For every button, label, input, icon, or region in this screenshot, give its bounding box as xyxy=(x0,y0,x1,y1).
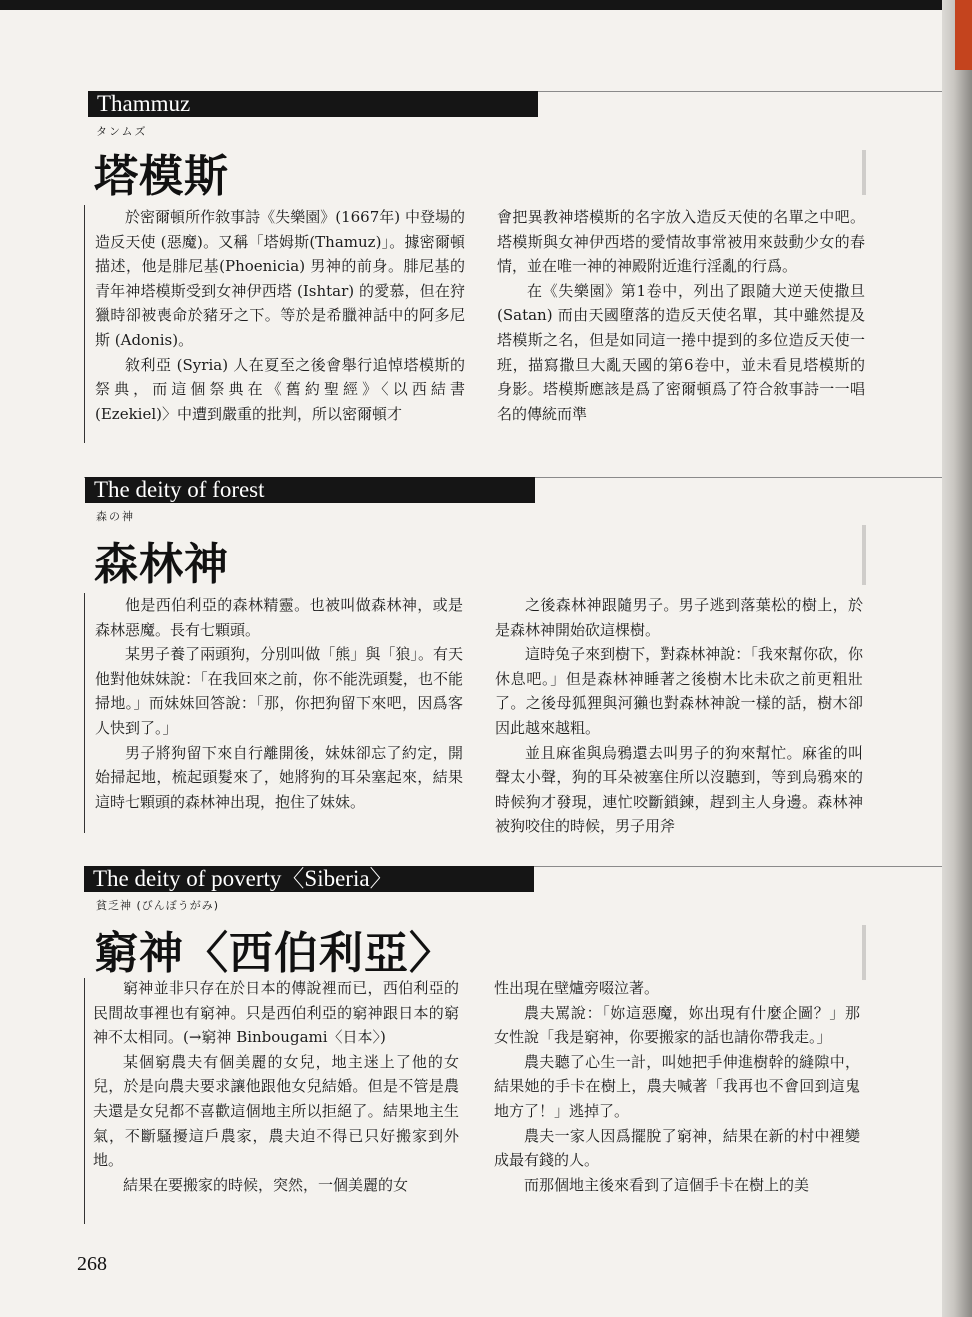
paragraph: 於密爾頓所作敘事詩《失樂園》(1667年) 中登場的造反天使 (惡魔)。又稱「塔姆斯(Thamuz)」。據密爾頓描述，他是腓尼基(Phoenicia) 男神的前身。腓尼基的青年神塔模斯受到女神伊西塔 (Ishtar) 的愛慕，但在狩獵時卻被喪命於豬牙之下。等於是希臘神話中的阿多尼斯 (Adonis)。 xyxy=(95,208,465,349)
entry-banner: Thammuz xyxy=(88,91,538,117)
paragraph: 農夫一家人因爲擺脫了窮神，結果在新的村中裡變成最有錢的人。 xyxy=(494,1126,860,1170)
paragraph: 他是西伯利亞的森林精靈。也被叫做森林神，或是森林惡魔。長有七顆頭。 xyxy=(95,596,463,639)
paragraph: 在《失樂園》第1卷中，列出了跟隨大逆天使撒旦 (Satan) 而由天國墮落的造反天使名單，其中雖然提及塔模斯之名，但是如同這一捲中提到的多位造反天使一班，描寫撒旦大亂天國的第6卷中，並未看見塔模斯的身影。塔模斯應該是爲了密爾頓爲了符合敘事詩一一唱名的傳統而準 xyxy=(497,281,865,423)
paragraph: 窮神並非只存在於日本的傳說裡而已，西伯利亞的民間故事裡也有窮神。只是西伯利亞的窮神跟日本的窮神不太相同。(→窮神 Binbougami〈日本〉) xyxy=(93,979,459,1047)
paragraph: 某個窮農夫有個美麗的女兒，地主迷上了他的女兒，於是向農夫要求讓他跟他女兒結婚。但是不管是農夫還是女兒都不喜歡這個地主所以拒絕了。結果地主生氣，不斷騷擾這戶農家，農夫迫不得已只好搬家到外地。 xyxy=(93,1052,459,1170)
entry-reading: 貧乏神 (びんぼうがみ) xyxy=(96,899,220,912)
column-rule xyxy=(84,978,85,1224)
right-column xyxy=(494,976,860,1197)
entry-banner: The deity of forest xyxy=(85,477,535,503)
entry-reading: タンムズ xyxy=(96,125,148,138)
paragraph: 並且麻雀與烏鴉還去叫男子的狗來幫忙。麻雀的叫聲太小聲，狗的耳朵被塞住所以沒聽到，等到烏鴉來的時候狗才發現，連忙咬斷鎖鍊，趕到主人身邊。森林神被狗咬住的時候，男子用斧 xyxy=(495,743,863,836)
column-rule xyxy=(84,593,85,833)
paragraph: 而那個地主後來看到了這個手卡在樹上的美 xyxy=(524,1175,810,1194)
bleed-through-mark xyxy=(862,525,866,585)
column-rule xyxy=(84,205,85,443)
entry-title: 窮神〈西伯利亞〉 xyxy=(94,928,454,979)
book-edge-red xyxy=(955,0,972,70)
page-number: 268 xyxy=(77,1253,107,1275)
paragraph: 敘利亞 (Syria) 人在夏至之後會舉行追悼塔模斯的祭典，而這個祭典在《舊約聖經》〈以西結書 (Ezekiel)〉中遭到嚴重的批判，所以密爾頓才 xyxy=(95,355,465,423)
left-column xyxy=(95,593,463,814)
entry-title: 塔模斯 xyxy=(94,151,229,202)
paragraph: 之後森林神跟隨男子。男子逃到落葉松的樹上，於是森林神開始砍這棵樹。 xyxy=(495,596,863,639)
paragraph: 農夫罵說：「妳這惡魔，妳出現有什麼企圖？」那女性說「我是窮神，你要搬家的話也請你帶我走。」 xyxy=(494,1003,860,1047)
entry-banner: The deity of poverty〈Siberia〉 xyxy=(84,866,534,892)
left-column xyxy=(93,976,459,1197)
bleed-through-mark xyxy=(862,150,866,195)
book-spine-shadow xyxy=(942,0,972,1317)
paragraph: 農夫聽了心生一計，叫她把手伸進樹幹的縫隙中，結果她的手卡在樹上，農夫喊著「我再也不會回到這鬼地方了！」逃掉了。 xyxy=(494,1052,860,1120)
paragraph: 結果在要搬家的時候，突然，一個美麗的女 xyxy=(123,1175,409,1194)
entry-reading: 森の神 xyxy=(96,510,135,523)
right-column xyxy=(495,593,863,839)
right-column xyxy=(497,205,865,426)
bleed-through-mark xyxy=(862,925,866,980)
paragraph: 這時兔子來到樹下，對森林神說：「我來幫你砍，你休息吧。」但是森林神睡著之後樹木比未砍之前更粗壯了。之後母狐狸與河獺也對森林神說一樣的話，樹木卻因此越來越粗。 xyxy=(495,645,863,737)
top-dark-band xyxy=(0,0,972,10)
entry-title: 森林神 xyxy=(94,539,229,590)
paragraph: 男子將狗留下來自行離開後，妹妹卻忘了約定，開始掃起地，梳起頭髮來了，她將狗的耳朵塞起來，結果這時七顆頭的森林神出現，抱住了妹妹。 xyxy=(95,743,463,811)
paragraph: 性出現在壁爐旁啜泣著。 xyxy=(494,979,660,997)
left-column xyxy=(95,205,465,426)
paragraph: 會把異教神塔模斯的名字放入造反天使的名單之中吧。塔模斯與女神伊西塔的愛情故事常被用來鼓動少女的春情，並在唯一神的神殿附近進行淫亂的行爲。 xyxy=(497,208,865,276)
paragraph: 某男子養了兩頭狗，分別叫做「熊」與「狼」。有天他對他妹妹說：「在我回來之前，你不能洗頭髮，也不能掃地。」而妹妹回答說：「那，你把狗留下來吧，因爲客人快到了。」 xyxy=(95,645,463,737)
